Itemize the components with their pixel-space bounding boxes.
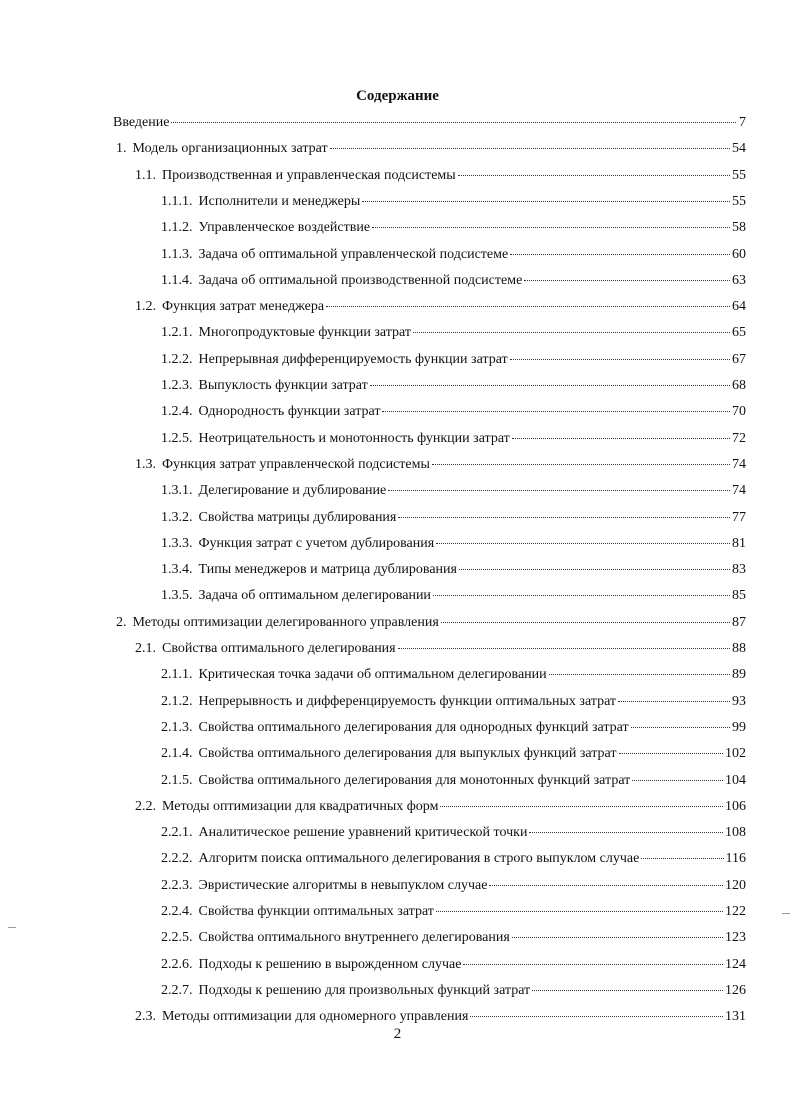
toc-entry-number: 1.1.3.	[161, 246, 193, 262]
toc-entry-number: 1.2.4.	[161, 404, 193, 420]
toc-entry-number: 1.1.	[135, 167, 156, 183]
toc-entry-title: Свойства оптимального делегирования для однородных функций затрат	[198, 719, 629, 735]
toc-entry-title: Критическая точка задачи об оптимальном делегировании	[198, 667, 547, 683]
dot-leader	[330, 147, 730, 149]
toc-entry-number: 2.2.	[135, 798, 156, 814]
toc-entry-page: 72	[732, 430, 746, 446]
dot-leader	[632, 779, 723, 781]
toc-entry	[135, 297, 746, 317]
toc-entry-page: 67	[732, 351, 746, 367]
toc-entry-number: 2.2.3.	[161, 877, 193, 893]
toc-entry-title: Непрерывность и дифференцируемость функции оптимальных затрат	[198, 693, 617, 709]
toc-entry-number: 1.1.1.	[161, 193, 193, 209]
dot-leader	[326, 305, 730, 307]
toc-entry	[161, 981, 746, 1001]
dot-leader	[510, 253, 730, 255]
toc-entry-page: 102	[725, 746, 746, 762]
toc-entry-title: Многопродуктовые функции затрат	[198, 325, 411, 341]
dot-leader	[512, 936, 723, 938]
toc-entry-page: 55	[732, 193, 746, 209]
dot-leader	[436, 910, 723, 912]
toc-entry	[135, 166, 746, 186]
toc-entry-title: Неотрицательность и монотонность функции затрат	[198, 430, 510, 446]
toc-entry-page: 54	[732, 141, 746, 157]
toc-entry-page: 93	[732, 693, 746, 709]
toc-entry	[161, 665, 746, 685]
toc-entry	[161, 902, 746, 922]
toc-entry-title: Свойства оптимального делегирования для выпуклых функций затрат	[198, 746, 617, 762]
toc-entry-number: 1.	[116, 141, 127, 157]
toc-entry-page: 120	[725, 877, 746, 893]
toc-entry-title: Задача об оптимальном делегировании	[198, 588, 431, 604]
toc-entry-page: 116	[725, 851, 746, 867]
dot-leader	[532, 989, 723, 991]
toc-entry-title: Исполнители и менеджеры	[198, 193, 361, 209]
toc-entry	[161, 534, 746, 554]
toc-entry	[161, 481, 746, 501]
toc-entry-number: 1.3.5.	[161, 588, 193, 604]
toc-entry-page: 58	[732, 220, 746, 236]
toc-entry	[113, 113, 746, 133]
scan-mark-left	[8, 927, 16, 928]
toc-entry-title: Эвристические алгоритмы в невыпуклом случае	[198, 877, 488, 893]
toc-entry-number: 2.3.	[135, 1009, 156, 1025]
toc-entry	[161, 560, 746, 580]
toc-entry-title: Непрерывная дифференцируемость функции затрат	[198, 351, 508, 367]
toc-entry-number: 2.	[116, 614, 127, 630]
dot-leader	[524, 279, 730, 281]
dot-leader	[398, 516, 730, 518]
toc-entry-title: Функция затрат менеджера	[162, 299, 325, 315]
toc-entry-number: 1.2.2.	[161, 351, 193, 367]
toc-entry	[161, 744, 746, 764]
dot-leader	[398, 647, 730, 649]
dot-leader	[549, 673, 730, 675]
toc-entry-page: 60	[732, 246, 746, 262]
toc-entry-number: 2.1.5.	[161, 772, 193, 788]
toc-entry	[161, 718, 746, 738]
toc-entry-page: 89	[732, 667, 746, 683]
toc-entry-number: 2.2.7.	[161, 982, 193, 998]
toc-entry-title: Производственная и управленческая подсистемы	[162, 167, 456, 183]
toc-entry	[161, 876, 746, 896]
dot-leader	[510, 358, 730, 360]
toc-entry	[161, 192, 746, 212]
toc-entry-number: 1.1.2.	[161, 220, 193, 236]
toc-entry-title: Методы оптимизации для квадратичных форм	[162, 798, 439, 814]
toc-entry-page: 77	[732, 509, 746, 525]
toc-entry	[161, 218, 746, 238]
toc-entry-page: 122	[725, 904, 746, 919]
dot-leader	[529, 831, 723, 833]
dot-leader	[413, 331, 730, 333]
toc-entry	[135, 455, 746, 475]
toc-entry-number: 1.3.3.	[161, 535, 193, 551]
toc-entry	[116, 139, 746, 159]
dot-leader	[618, 700, 730, 702]
toc-entry-number: 1.3.2.	[161, 509, 193, 525]
toc-entry-page: 65	[732, 325, 746, 341]
dot-leader	[463, 963, 723, 965]
toc-entry-page: 106	[725, 798, 746, 814]
dot-leader	[433, 594, 730, 596]
toc-entry-title: Свойства оптимального делегирования	[162, 641, 396, 656]
toc-entry	[161, 586, 746, 606]
scan-mark-right	[782, 913, 790, 914]
toc-entry	[161, 955, 746, 975]
toc-entry-page: 70	[732, 404, 746, 420]
toc-entry-page: 99	[732, 719, 746, 735]
toc-entry-title: Свойства функции оптимальных затрат	[198, 904, 434, 919]
toc-entry-page: 7	[739, 115, 746, 130]
dot-leader	[440, 805, 723, 807]
toc-entry-number: 1.3.	[135, 456, 156, 472]
toc-entry	[161, 928, 746, 948]
toc-entry-number: 1.3.4.	[161, 562, 193, 578]
dot-leader	[370, 384, 730, 386]
toc-entry-number: 1.1.4.	[161, 272, 193, 288]
dot-leader	[432, 463, 730, 465]
toc-entry-page: 87	[732, 614, 746, 630]
toc-entry-title: Введение	[113, 115, 170, 130]
toc-entry-title: Управленческое воздействие	[198, 220, 371, 236]
toc-entry-title: Методы оптимизации для одномерного управления	[162, 1009, 469, 1025]
dot-leader	[631, 726, 730, 728]
toc-entry-page: 108	[725, 825, 746, 841]
toc-entry-page: 123	[725, 930, 746, 946]
toc-entry-number: 1.3.1.	[161, 483, 193, 499]
toc-entry-page: 124	[725, 956, 746, 972]
toc-entry	[161, 823, 746, 843]
dot-leader	[382, 410, 730, 412]
dot-leader	[459, 568, 730, 570]
toc-entry-title: Свойства оптимального делегирования для монотонных функций затрат	[198, 772, 631, 788]
dot-leader	[641, 857, 723, 859]
toc-entry-page: 104	[725, 772, 746, 788]
page-number: 2	[393, 1026, 402, 1042]
toc-entry-number: 2.2.4.	[161, 904, 193, 919]
dot-leader	[458, 174, 730, 176]
toc-entry	[135, 639, 746, 659]
dot-leader	[436, 542, 730, 544]
toc-entry-page: 64	[732, 299, 746, 315]
toc-entry-number: 1.2.1.	[161, 325, 193, 341]
toc-entry-page: 126	[725, 982, 746, 998]
toc-entry	[116, 613, 746, 633]
toc-entry-title: Функция затрат управленческой подсистемы	[162, 456, 430, 472]
toc-entry-number: 2.1.4.	[161, 746, 193, 762]
toc-entry-number: 1.2.3.	[161, 378, 193, 393]
toc-entry-page: 88	[732, 641, 746, 656]
toc-entry-title: Функция затрат с учетом дублирования	[198, 535, 435, 551]
toc-entry	[161, 692, 746, 712]
toc-entry-page: 55	[732, 167, 746, 183]
toc-entry-title: Выпуклость функции затрат	[198, 378, 368, 393]
dot-leader	[372, 226, 730, 228]
dot-leader	[512, 437, 730, 439]
toc-entry-page: 74	[732, 483, 746, 499]
toc-entry-title: Аналитическое решение уравнений критической точки	[198, 825, 528, 841]
toc-entry	[135, 1007, 746, 1027]
toc-entry-title: Типы менеджеров и матрица дублирования	[198, 562, 457, 578]
toc-entry-title: Модель организационных затрат	[132, 141, 328, 157]
dot-leader	[619, 752, 724, 754]
toc-entry	[161, 350, 746, 370]
toc-entry-number: 2.2.6.	[161, 956, 193, 972]
toc-entry	[161, 508, 746, 528]
toc-entry-title: Методы оптимизации делегированного управления	[132, 614, 439, 630]
toc-entry	[161, 429, 746, 449]
toc-entry-page: 81	[732, 535, 746, 551]
toc-entry	[161, 323, 746, 343]
toc-entry-title: Подходы к решению для произвольных функций затрат	[198, 982, 531, 998]
toc-entry-page: 74	[732, 456, 746, 472]
toc-entry	[161, 376, 746, 396]
toc-entry	[135, 797, 746, 817]
dot-leader	[489, 884, 723, 886]
toc-entry	[161, 849, 746, 869]
dot-leader	[388, 489, 730, 491]
dot-leader	[171, 121, 736, 123]
toc-entry	[161, 402, 746, 422]
toc-entry-page: 131	[725, 1009, 746, 1025]
toc-entry-title: Свойства матрицы дублирования	[198, 509, 397, 525]
page-title: Содержание	[356, 88, 439, 104]
toc-entry-number: 2.1.2.	[161, 693, 193, 709]
toc-entry-title: Задача об оптимальной производственной подсистеме	[198, 272, 523, 288]
dot-leader	[470, 1015, 723, 1017]
toc-entry-number: 2.1.1.	[161, 667, 193, 683]
toc-entry-page: 83	[732, 562, 746, 578]
toc-entry	[161, 771, 746, 791]
toc-entry-number: 2.2.5.	[161, 930, 193, 946]
toc-entry-title: Подходы к решению в вырожденном случае	[198, 956, 462, 972]
dot-leader	[362, 200, 730, 202]
toc-entry-page: 68	[732, 378, 746, 393]
toc-entry-page: 63	[732, 272, 746, 288]
toc-entry-title: Свойства оптимального внутреннего делегирования	[198, 930, 510, 946]
toc-entry-title: Алгоритм поиска оптимального делегирования в строго выпуклом случае	[198, 851, 640, 867]
toc-entry-title: Делегирование и дублирование	[198, 483, 387, 499]
toc-entry-title: Однородность функции затрат	[198, 404, 381, 420]
toc-entry-number: 2.1.3.	[161, 719, 193, 735]
toc-entry-title: Задача об оптимальной управленческой подсистеме	[198, 246, 509, 262]
toc-entry	[161, 271, 746, 291]
toc-entry-number: 2.2.2.	[161, 851, 193, 867]
toc-entry-number: 1.2.5.	[161, 430, 193, 446]
toc-entry-number: 2.2.1.	[161, 825, 193, 841]
toc-entry-page: 85	[732, 588, 746, 604]
dot-leader	[441, 621, 730, 623]
toc-entry	[161, 245, 746, 265]
toc-entry-number: 1.2.	[135, 299, 156, 315]
toc-entry-number: 2.1.	[135, 641, 156, 656]
